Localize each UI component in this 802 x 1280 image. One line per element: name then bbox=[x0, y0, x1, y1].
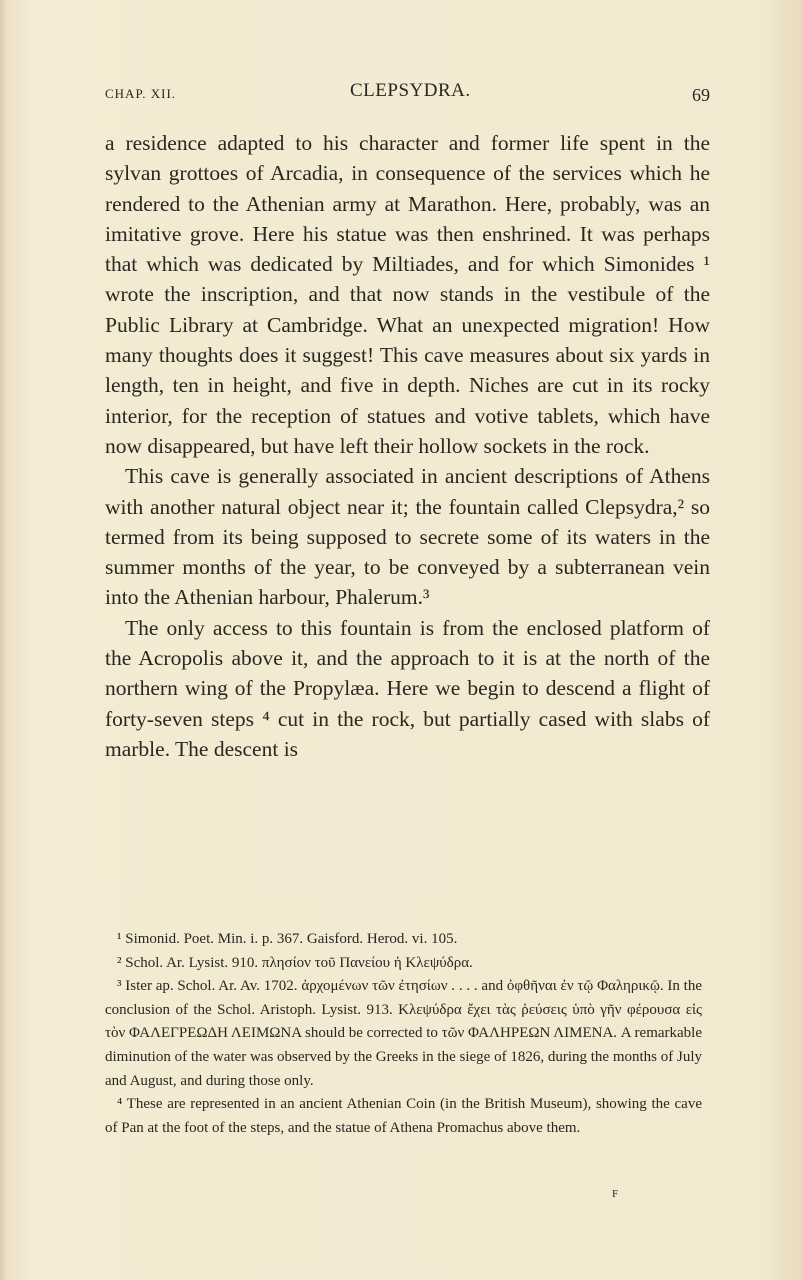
running-title: CLEPSYDRA. bbox=[350, 80, 471, 101]
page-number: 69 bbox=[692, 85, 710, 105]
footnote: ² Schol. Ar. Lysist. 910. πλησίον τοῦ Πανείου ἡ Κλεψύδρα. bbox=[117, 954, 473, 971]
paragraph: a residence adapted to his character and former life spent in the sylvan grottoes of Arcadia, in consequence of the services which he rendered to the Athenian army at Marathon. Here, probably, was an imitative grove. Here his statue was then enshrined. It was perhaps that which was dedicated by Miltiades, and for which Simonides ¹ wrote the inscription, and that now stands in the vestibule of the Public Library at Cambridge. What an unexpected migration! How many thoughts does it suggest! This cave measures about six yards in length, ten in height, and five in depth. Niches are cut in its rocky interior, for the reception of statues and votive tablets, which have now disappeared, but have left their hollow sockets in the rock. bbox=[105, 131, 710, 458]
footnote: ¹ Simonid. Poet. Min. i. p. 367. Gaisford. Herod. vi. 105. bbox=[117, 931, 458, 947]
footnote: ³ Ister ap. Schol. Ar. Av. 1702. ἀρχομένων τῶν ἐτησίων . . . . and ὀφθῆναι ἐν τῷ Φαληρικῷ. In the conclusion of the Schol. Aristoph. Lysist. 913. Κλεψύδρα ἔχει τὰς ῥεύσεις ὑπὸ γῆν φέρουσα εἰς τὸν ΦΑΛΕΓΡΕΩΔΗ ΛΕΙΜΩΝΑ should be corrected to τῶν ΦΑΛΗΡΕΩΝ ΛΙΜΕΝΑ. A remarkable diminution of the water was observed by the Greeks in the siege of 1826, during the months of July and August, and during those only. bbox=[105, 978, 703, 1089]
footnote: ⁴ These are represented in an ancient Athenian Coin (in the British Museum), showing the cave of Pan at the foot of the steps, and the statue of Athena Promachus above them. bbox=[105, 1096, 702, 1136]
paragraph: The only access to this fountain is from the enclosed platform of the Acropolis above it, and the approach to it is at the north of the northern wing of the Propylæa. Here we begin to descend a flight of forty-seven steps ⁴ cut in the rock, but partially cased with slabs of marble. The descent is bbox=[105, 615, 710, 761]
body-text bbox=[105, 128, 710, 764]
chapter-label: CHAP. XII. bbox=[105, 86, 177, 101]
footnotes bbox=[105, 928, 702, 1140]
running-header bbox=[105, 80, 710, 110]
signature-mark: F bbox=[612, 1188, 619, 1200]
page-edge bbox=[0, 0, 8, 1280]
paragraph: This cave is generally associated in ancient descriptions of Athens with another natural object near it; the fountain called Clepsydra,² so termed from its being supposed to secrete some of its waters in the summer months of the year, to be conveyed by a subterranean vein into the Athenian harbour, Phalerum.³ bbox=[105, 464, 710, 610]
